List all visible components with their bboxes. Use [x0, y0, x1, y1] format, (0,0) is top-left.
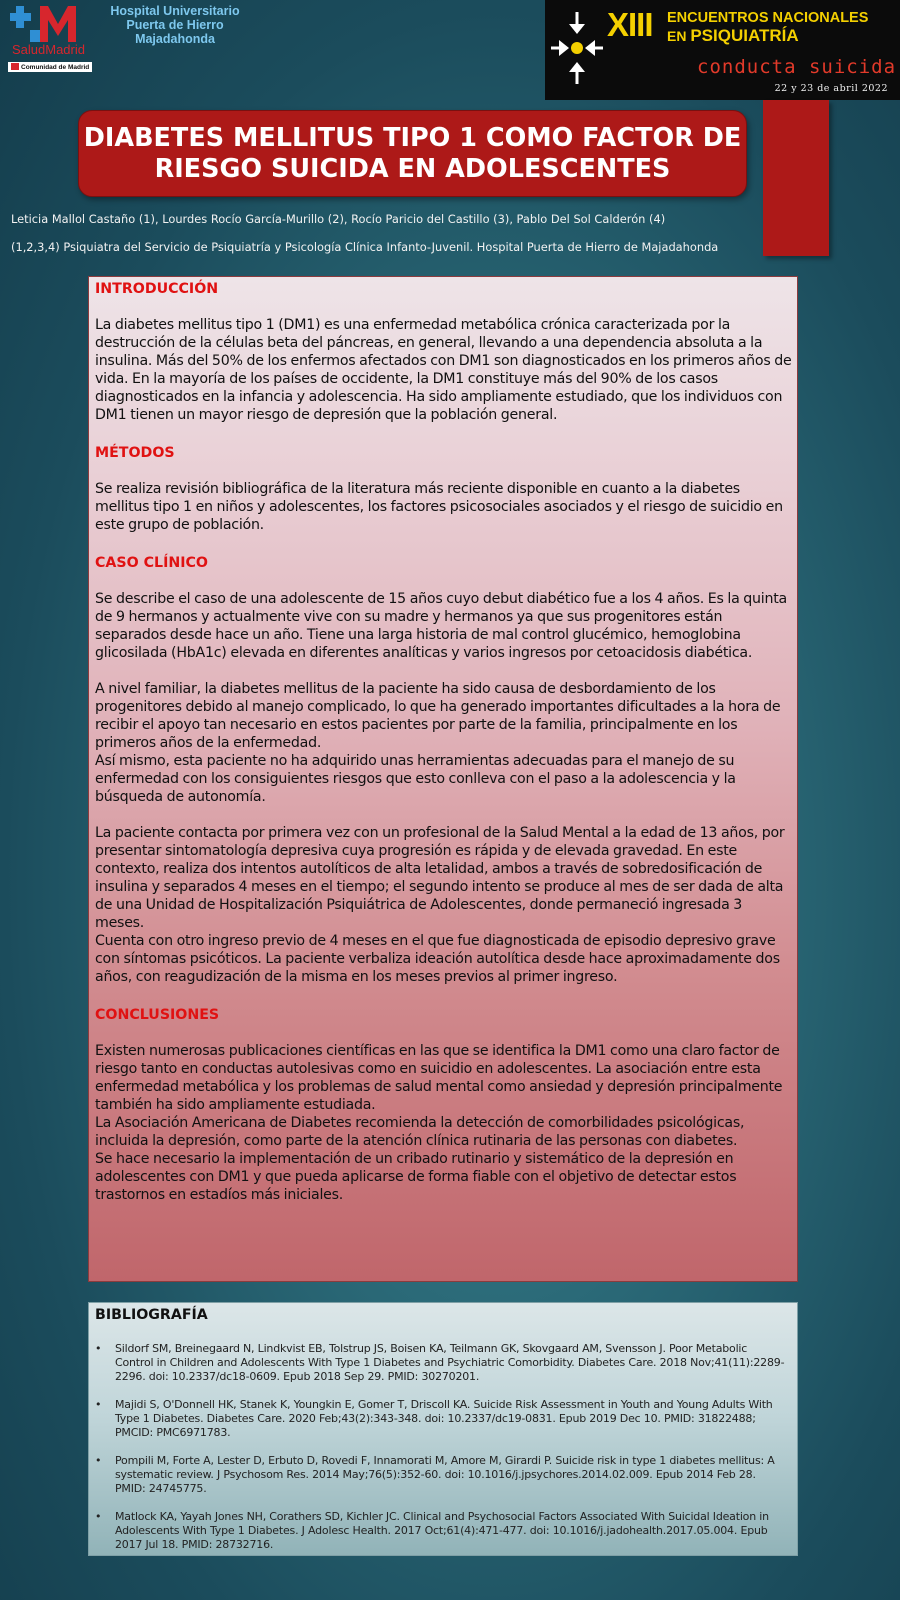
salud-madrid-logo-icon: [10, 4, 98, 44]
case-heading: CASO CLÍNICO: [95, 555, 208, 571]
flag-icon: [11, 63, 19, 70]
methods-heading: MÉTODOS: [95, 445, 175, 461]
authors-line: Leticia Mallol Castaño (1), Lourdes Rocío García-Murillo (2), Rocío Paricio del Castillo (3), Pablo Del Sol Calderón (4): [11, 212, 666, 226]
case-paragraph-4: La paciente contacta por primera vez con un profesional de la Salud Mental a la edad de 13 años, por presentar sintomatología depresiva cuya progresión es rápida y de elevada gravedad. En este contexto, realiza dos intentos autolíticos de alta letalidad, ambos a través de sobredosificación de insulina y separados 4 meses en el tiempo; el segundo intento se produce al mes de ser dada de alta de una Unidad de Hospitalización Psiquiátrica de Adolescentes, donde permaneció ingresada 3 meses.: [95, 825, 785, 931]
bibliography-heading: BIBLIOGRAFÍA: [95, 1307, 208, 1323]
poster-title: DIABETES MELLITUS TIPO 1 COMO FACTOR DE RIESGO SUICIDA EN ADOLESCENTES: [83, 122, 742, 184]
reference-item: • Pompili M, Forte A, Lester D, Erbuto D, Rovedi F, Innamorati M, Amore M, Girardi P. Suicide risk in type 1 diabetes mellitus: A systematic review. J Psychosom Res. 2014 May;76(5):352-60. doi: 10.1016/j.jpsychores.2014.02.009. Epub 2014 Feb 28. PMID: 24745775.: [95, 1454, 787, 1496]
case-paragraph-3: Así mismo, esta paciente no ha adquirido unas herramientas adecuadas para el manejo de su enfermedad con los consiguientes riesgos que esto conlleva con el paso a la adolescencia y la búsqueda de autonomía.: [95, 753, 736, 805]
banner-line-1: ENCUENTROS NACIONALES: [667, 10, 869, 26]
banner-topic: conducta suicida: [697, 56, 897, 78]
poster-title-box: [78, 110, 747, 197]
intro-heading: INTRODUCCIÓN: [95, 281, 219, 297]
conclusions-paragraph-3: Se hace necesario la implementación de un cribado rutinario y sistemático de la depresión en adolescentes con DM1 y que pueda aplicarse de forma fiable con el objetivo de detectar estos trastornos en estadíos más iniciales.: [95, 1151, 737, 1203]
banner-date: 22 y 23 de abril 2022: [774, 83, 888, 94]
hospital-logo: [8, 4, 248, 74]
reference-item: • Majidi S, O'Donnell HK, Stanek K, Youngkin E, Gomer T, Driscoll KA. Suicide Risk Assessment in Youth and Young Adults With Type 1 Diabetes. Diabetes Care. 2020 Feb;43(2):343-348. doi: 10.2337/dc19-0831. Epub 2019 Dec 10. PMID: 31822488; PMCID: PMC6971783.: [95, 1398, 787, 1440]
main-content-box: [88, 276, 798, 1282]
banner-edition: XIII: [607, 6, 653, 43]
intro-paragraph: La diabetes mellitus tipo 1 (DM1) es una enfermedad metabólica crónica caracterizada por la destrucción de la células beta del páncreas, en general, llevando a una dependencia absoluta a la insulina. Más del 50% de los enfermos afectados con DM1 son diagnosticados en los primeros años de vida. En la mayoría de los países de occidente, la DM1 constituye más del 90% de los casos diagnosticados en la infancia y adolescencia. Ha sido ampliamente estudiado, que los individuos con DM1 tienen un mayor riesgo de depresión que la población general.: [95, 317, 792, 423]
reference-item: • Sildorf SM, Breinegaard N, Lindkvist EB, Tolstrup JS, Boisen KA, Teilmann GK, Skovgaard AM, Svensson J. Poor Metabolic Control in Children and Adolescents With Type 1 Diabetes and Psychiatric Comorbidity. Diabetes Care. 2018 Nov;41(11):2289-2296. doi: 10.2337/dc18-0609. Epub 2018 Sep 29. PMID: 30270201.: [95, 1342, 787, 1384]
hospital-name: Hospital Universitario Puerta de Hierro Majadahonda: [110, 4, 240, 46]
reference-item: • Matlock KA, Yayah Jones NH, Corathers SD, Kichler JC. Clinical and Psychosocial Factors Associated With Suicidal Ideation in Adolescents With Type 1 Diabetes. J Adolesc Health. 2017 Oct;61(4):471-477. doi: 10.1016/j.jadohealth.2017.05.004. Epub 2017 Jul 18. PMID: 28732716.: [95, 1510, 787, 1552]
converging-arrows-icon: [549, 8, 605, 86]
bibliography-box: [88, 1302, 798, 1556]
case-paragraph-1: Se describe el caso de una adolescente de 15 años cuyo debut diabético fue a los 4 años. Es la quinta de 9 hermanos y actualmente vive con su madre y hermanos ya que sus progenitores están separados desde hace un año. Tiene una larga historia de mal control glucémico, hemoglobina glicosilada (HbA1c) elevada en diferentes analíticas y varios ingresos por cetoacidosis diabética.: [95, 591, 787, 661]
conclusions-paragraph-2: La Asociación Americana de Diabetes recomienda la detección de comorbilidades psicológicas, incluida la depresión, como parte de la atención clínica rutinaria de las personas con diabetes.: [95, 1115, 745, 1149]
reference-list: [95, 1342, 787, 1552]
case-paragraph-5: Cuenta con otro ingreso previo de 4 meses en el que fue diagnosticada de episodio depresivo grave con síntomas psicóticos. La paciente verbaliza ideación autolítica desde hace aproximadamente dos años, con reagudización de la misma en los meses previos al primer ingreso.: [95, 933, 780, 985]
methods-paragraph: Se realiza revisión bibliográfica de la literatura más reciente disponible en cuanto a la diabetes mellitus tipo 1 en niños y adolescentes, los factores psicosociales asociados y el riesgo de suicidio en este grupo de población.: [95, 481, 783, 533]
congress-banner: [545, 0, 900, 100]
case-paragraph-2: A nivel familiar, la diabetes mellitus de la paciente ha sido causa de desbordamiento de los progenitores debido al manejo complicado, lo que ha generado importantes dificultades a la hora de recibir el apoyo tan necesario en estos pacientes por parte de la familia, principalmente en los primeros años de la enfermedad.: [95, 681, 781, 751]
decorative-red-bar: [763, 100, 829, 256]
conclusions-heading: CONCLUSIONES: [95, 1007, 220, 1023]
conclusions-paragraph-1: Existen numerosas publicaciones científicas en las que se identifica la DM1 como una claro factor de riesgo tanto en conductas autolesivas como en suicidio en adolescentes. La asociación entre esta enfermedad metabólica y los problemas de salud mental como ansiedad y depresión principalmente también ha sido ampliamente estudiada.: [95, 1043, 783, 1113]
community-label: Comunidad de Madrid: [8, 62, 92, 72]
affiliation-line: (1,2,3,4) Psiquiatra del Servicio de Psiquiatría y Psicología Clínica Infanto-Juvenil. Hospital Puerta de Hierro de Majadahonda: [11, 240, 719, 254]
logo-brand-text: SaludMadrid: [12, 42, 85, 57]
banner-line-2: EN PSIQUIATRÍA: [667, 26, 799, 45]
